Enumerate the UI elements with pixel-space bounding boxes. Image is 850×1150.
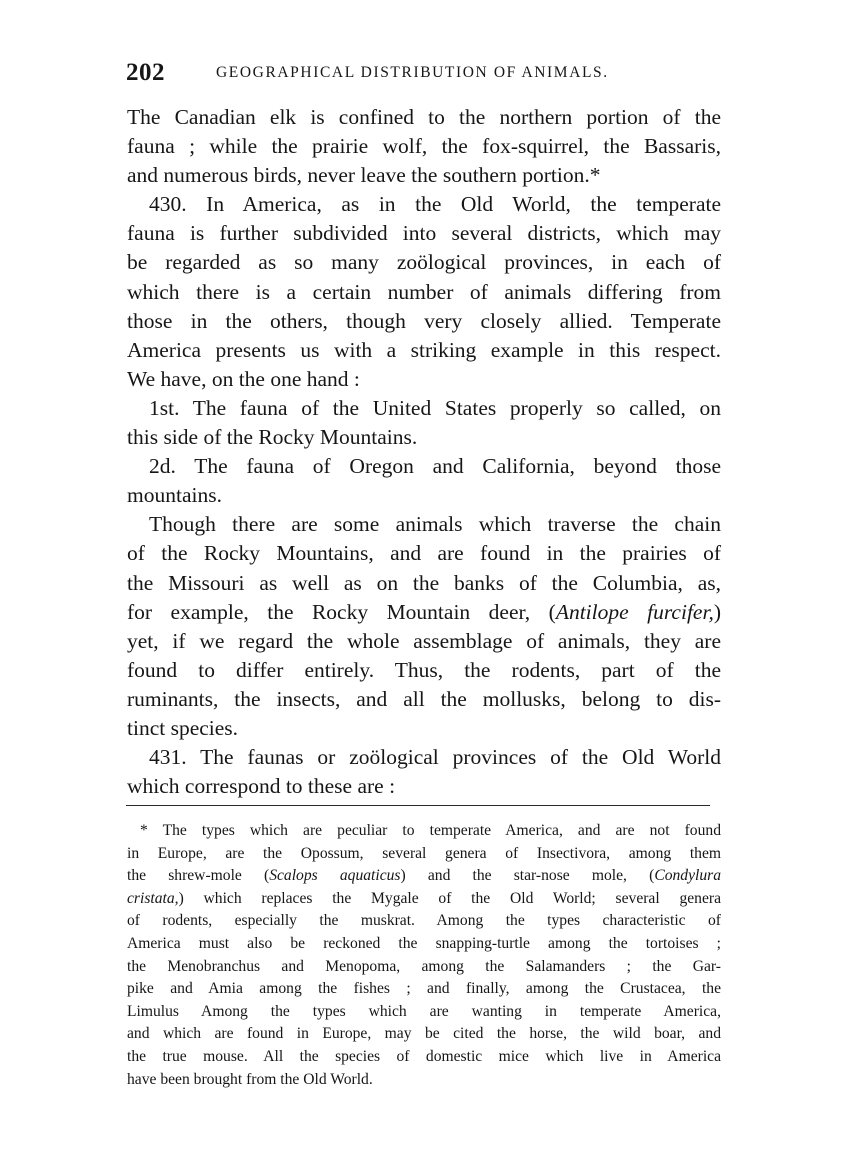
paragraph-431-start: 431. The faunas or zoölogical provinces of the Old World	[149, 745, 721, 770]
text-line: of the Rocky Mountains, and are found in the prairies of	[127, 541, 721, 566]
text-line: ruminants, the insects, and all the mollusks, belong to dis-	[127, 686, 721, 711]
text-segment: the shrew-mole	[127, 867, 242, 885]
list-item-first: 1st. The fauna of the United States properly so called, on	[149, 395, 721, 420]
italic-species-name: cristata,	[127, 889, 179, 907]
text-line: those in the others, though very closely allied. Temperate	[127, 308, 721, 333]
text-line: mountains.	[127, 483, 222, 508]
text-line: America presents us with a striking example in this respect.	[127, 337, 721, 362]
text-line: fauna ; while the prairie wolf, the fox-squirrel, the Bassaris,	[127, 134, 721, 159]
text-line: be regarded as so many zoölogical provinces, in each of	[127, 250, 721, 275]
footnote-line-with-italic: the shrew-mole (Scalops aquaticus) and the star-nose mole, (Condylura	[127, 867, 722, 885]
text-line: The Canadian elk is confined to the northern portion of the	[127, 105, 721, 129]
text-segment: for example, the Rocky Mountain deer,	[127, 599, 531, 624]
italic-species-name: Condylura	[654, 867, 722, 885]
footnote	[127, 820, 721, 1091]
footnote-line: pike and Amia among the fishes ; and finally, among the Crustacea, the	[127, 980, 721, 998]
text-line: which there is a certain number of animals differing from	[127, 279, 721, 304]
text-line: We have, on the one hand :	[127, 366, 360, 391]
footnote-line-with-italic: cristata,) which replaces the Mygale of the Old World; several genera	[127, 889, 721, 907]
footnote-line: and which are found in Europe, may be cited the horse, the wild boar, and	[127, 1025, 721, 1043]
footnote-line: America must also be reckoned the snapping-turtle among the tortoises ;	[127, 934, 721, 952]
paragraph-start: Though there are some animals which traverse the chain	[149, 512, 721, 537]
list-item-second: 2d. The fauna of Oregon and California, beyond those	[149, 454, 721, 479]
footnote-line: * The types which are peculiar to temperate America, and are not found	[140, 822, 721, 839]
italic-species-name: Antilope furcifer,	[555, 599, 714, 624]
text-line: and numerous birds, never leave the southern portion.*	[127, 163, 601, 188]
text-line: tinct species.	[127, 715, 239, 740]
running-title: GEOGRAPHICAL DISTRIBUTION OF ANIMALS.	[216, 64, 609, 81]
footnote-line: have been brought from the Old World.	[127, 1070, 373, 1088]
text-line: fauna is further subdivided into several districts, which may	[127, 221, 721, 246]
text-line: found to differ entirely. Thus, the rodents, part of the	[127, 657, 721, 682]
text-line: which correspond to these are :	[127, 774, 396, 799]
text-segment: which replaces the Mygale of the Old World; several genera	[203, 889, 721, 907]
text-line: yet, if we regard the whole assemblage of animals, they are	[127, 628, 721, 653]
footnote-line: of rodents, especially the muskrat. Among the types characteristic of	[127, 912, 721, 930]
page-number: 202	[126, 59, 165, 86]
text-line: this side of the Rocky Mountains.	[127, 425, 418, 450]
paragraph-430-start: 430. In America, as in the Old World, the temperate	[149, 192, 721, 217]
text-segment: and the star-nose mole,	[427, 867, 627, 885]
footnote-line: in Europe, are the Opossum, several genera of Insectivora, among them	[127, 844, 721, 862]
footnote-line: Limulus Among the types which are wanting in temperate America,	[127, 1002, 721, 1020]
running-head	[126, 59, 726, 89]
footnote-line: the true mouse. All the species of domestic mice which live in America	[127, 1047, 721, 1065]
footnote-line: the Menobranchus and Menopoma, among the Salamanders ; the Gar-	[127, 957, 721, 975]
italic-species-name: Scalops aquaticus	[269, 867, 401, 885]
body-text	[127, 103, 721, 801]
text-line: the Missouri as well as on the banks of the Columbia, as,	[127, 570, 721, 595]
footnote-divider	[126, 805, 710, 806]
text-line-with-italic: for example, the Rocky Mountain deer, (Antilope furcifer,)	[127, 599, 721, 624]
